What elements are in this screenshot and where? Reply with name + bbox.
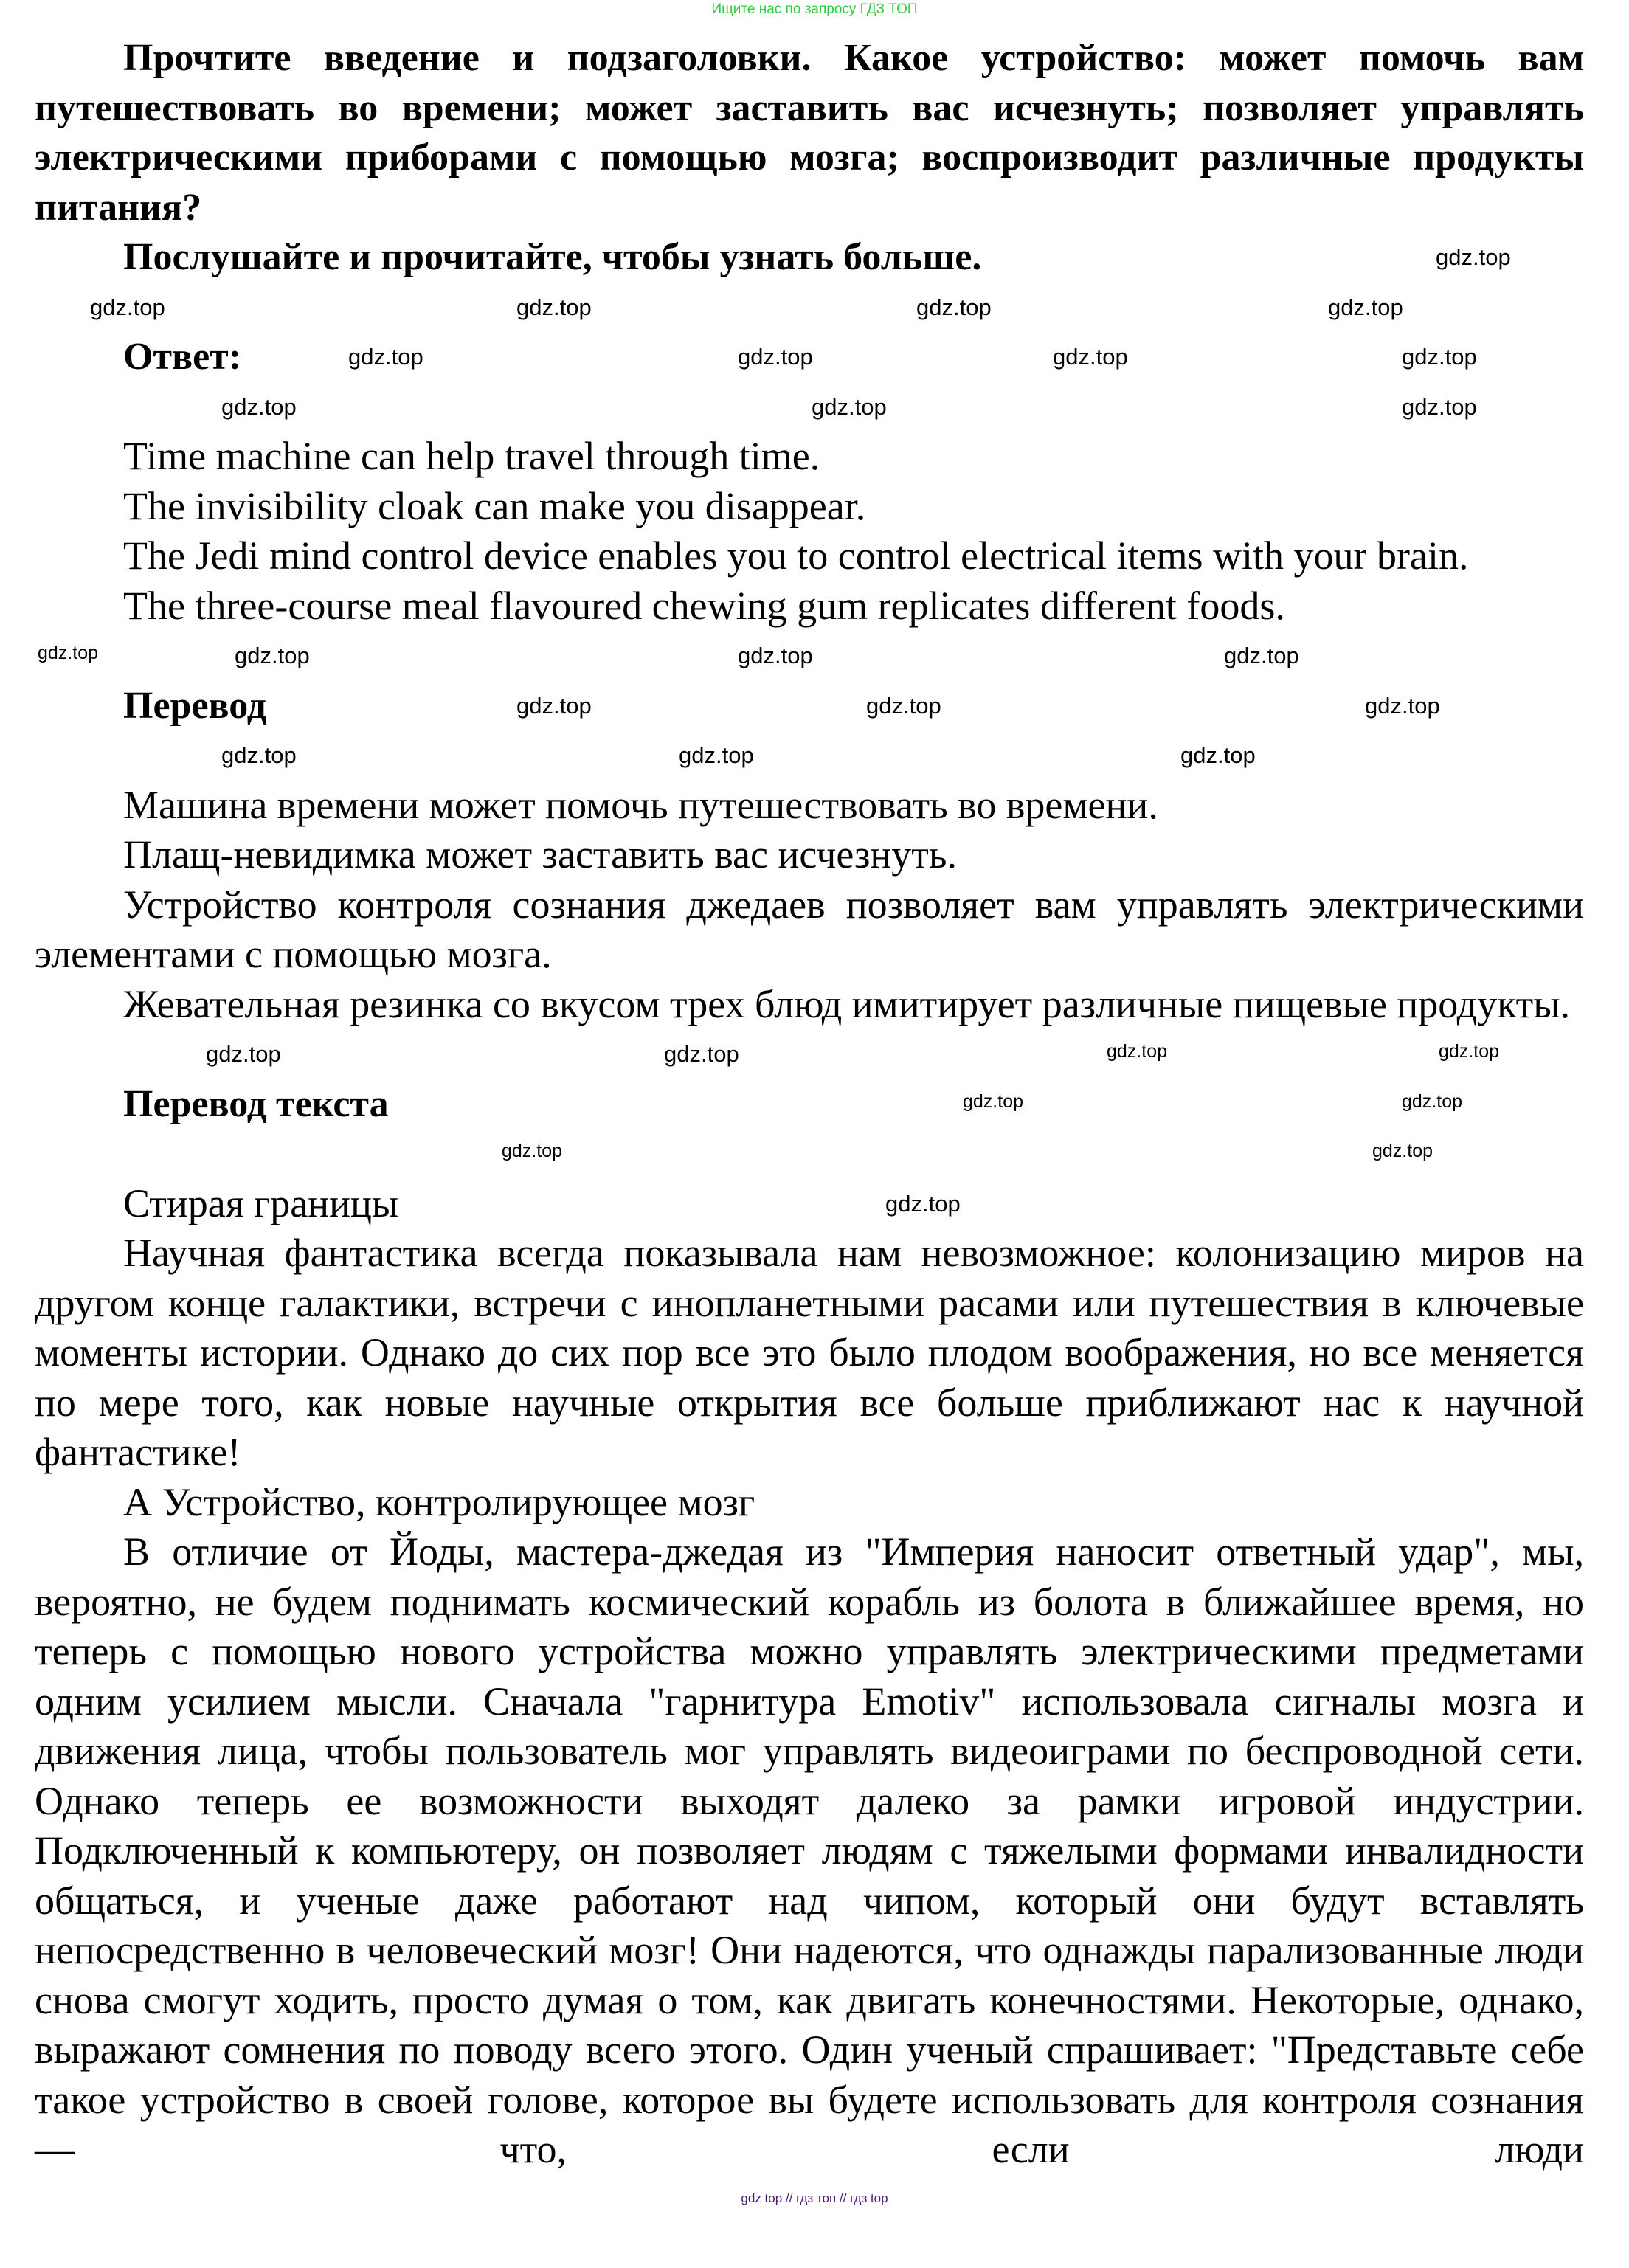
- text-translation-heading: Перевод текста: [123, 1082, 389, 1125]
- watermark-row: [35, 283, 1584, 333]
- watermark: gdz.top: [206, 1041, 281, 1067]
- watermark: gdz.top: [235, 643, 310, 668]
- watermark-row: [35, 631, 1584, 681]
- watermark-row: [35, 1029, 1584, 1079]
- answer-line: The three-course meal flavoured chewing gum replicates different foods.: [123, 583, 1285, 628]
- translation-line: Машина времени может помочь путешествовать во времени.: [123, 782, 1158, 827]
- translation-line: Устройство контроля сознания джедаев позволяет вам управлять электрическими элементами с помощью мозга.: [35, 882, 1584, 976]
- watermark-row: [35, 1129, 1584, 1179]
- watermark-row: [35, 382, 1584, 432]
- watermark: gdz.top: [738, 643, 813, 668]
- watermark: gdz.top: [1402, 1090, 1463, 1112]
- translation-line: Жевательная резинка со вкусом трех блюд имитирует различные пищевые продукты.: [123, 981, 1571, 1026]
- text-subtitle: Стирая границы: [123, 1180, 399, 1225]
- watermark: gdz.top: [1328, 294, 1403, 320]
- watermark: gdz.top: [90, 294, 165, 320]
- translation-heading-row: [35, 681, 1584, 731]
- answer-heading: Ответ:: [123, 336, 242, 378]
- watermark: gdz.top: [1180, 742, 1256, 768]
- watermark: gdz.top: [38, 643, 99, 663]
- text-section-title: А Устройство, контролирующее мозг: [123, 1479, 755, 1524]
- watermark: gdz.top: [348, 344, 423, 370]
- watermark: gdz.top: [516, 294, 592, 320]
- watermark: gdz.top: [1224, 643, 1299, 668]
- answer-heading-row: [35, 332, 1584, 382]
- watermark: gdz.top: [738, 344, 813, 370]
- instruction-row: [35, 232, 1584, 283]
- watermark: gdz.top: [866, 692, 941, 719]
- text-translation-heading-row: [35, 1079, 1584, 1130]
- watermark: gdz.top: [1372, 1141, 1433, 1161]
- answer-line: The invisibility cloak can make you disappear.: [123, 483, 866, 528]
- watermark: gdz.top: [1439, 1041, 1500, 1062]
- watermark-row: [35, 730, 1584, 781]
- translation-heading: Перевод: [123, 684, 267, 727]
- task-instruction: Послушайте и прочитайте, чтобы узнать больше.: [123, 236, 982, 278]
- text-paragraph: Научная фантастика всегда показывала нам невозможное: колонизацию миров на другом конце галактики, встречи с инопланетными расами или путешествия в ключевые моменты истории. Однако до сих пор все это было плодом воображения, но все меняется по мере того, как новые научные открытия все больше приближают нас к научной фантастике!: [35, 1231, 1584, 1474]
- answer-line: The Jedi mind control device enables you to control electrical items with your brain.: [123, 533, 1469, 578]
- document-body: [35, 33, 1584, 2206]
- footer-links[interactable]: gdz top // гдз топ // гдз top: [741, 2191, 888, 2205]
- watermark: gdz.top: [679, 742, 754, 768]
- watermark: gdz.top: [1365, 692, 1440, 719]
- subtitle-row: [35, 1179, 1584, 1229]
- watermark: gdz.top: [963, 1090, 1024, 1112]
- watermark: gdz.top: [916, 294, 992, 320]
- watermark: gdz.top: [1107, 1041, 1168, 1062]
- watermark: gdz.top: [221, 742, 297, 768]
- watermark: gdz.top: [516, 692, 592, 719]
- watermark: gdz.top: [812, 393, 887, 420]
- watermark: gdz.top: [1053, 344, 1128, 370]
- watermark: gdz.top: [221, 393, 297, 420]
- watermark: gdz.top: [502, 1141, 563, 1161]
- watermark: gdz.top: [1402, 393, 1477, 420]
- watermark: gdz.top: [664, 1041, 739, 1067]
- watermark: gdz.top: [1436, 244, 1511, 270]
- watermark: gdz.top: [885, 1190, 961, 1217]
- watermark: gdz.top: [1402, 344, 1477, 370]
- text-paragraph: В отличие от Йоды, мастера-джедая из "Империя наносит ответный удар", мы, вероятно, не будем поднимать космический корабль из болота в ближайшее время, но теперь с помощью нового устройства можно управлять электрическими предметами одним усилием мысли. Сначала "гарнитура Emotiv" использовала сигналы мозга и движения лица, чтобы пользователь мог управлять видеоиграми по беспроводной сети. Однако теперь ее возможности выходят далеко за рамки игровой индустрии. Подключенный к компьютеру, он позволяет людям с тяжелыми формами инвалидности общаться, и ученые даже работают над чипом, который они будут вставлять непосредственно в человеческий мозг! Они надеются, что однажды парализованные люди снова смогут ходить, просто думая о том, как двигать конечностями. Некоторые, однако, выражают сомнения по поводу всего этого. Один ученый спрашивает: "Представьте себе такое устройство в своей голове, которое вы будете использовать для контроля сознания — что, если люди: [35, 1529, 1584, 2171]
- answer-line: Time machine can help travel through time.: [123, 434, 820, 478]
- translation-line: Плащ-невидимка может заставить вас исчезнуть.: [123, 832, 958, 877]
- top-banner[interactable]: Ищите нас по запросу ГДЗ ТОП: [711, 1, 918, 17]
- task-question: Прочтите введение и подзаголовки. Какое устройство: может помочь вам путешествовать во времени; может заставить вас исчезнуть; позволяет управлять электрическими приборами с помощью мозга; воспроизводит различные продукты питания?: [35, 37, 1584, 229]
